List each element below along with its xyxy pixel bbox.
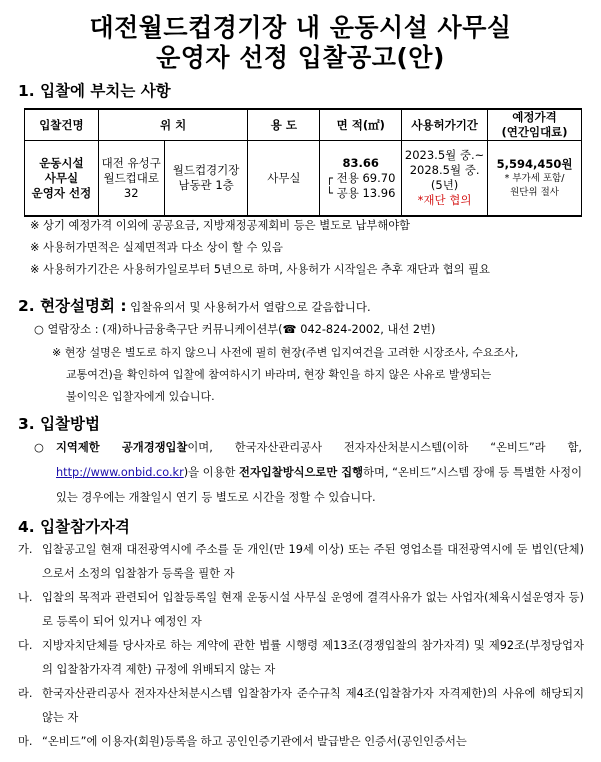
cell-area-total: 83.66: [342, 155, 379, 170]
onbid-link[interactable]: http://www.onbid.co.kr: [56, 466, 184, 479]
section2-heading-bold: 2. 현장설명회 :: [18, 297, 127, 315]
section3-text1: 이며, 한국자산관리공사 전자자산처분시스템(이하 “온비드”라 함,: [187, 441, 582, 454]
cell-name-line2: 사무실: [44, 170, 79, 185]
header-location: 위 치: [98, 109, 248, 141]
list-item: [18, 634, 584, 682]
section3-text2: )을 이용한: [183, 466, 240, 479]
section1-note-1: ※ 상기 예정가격 이외에 공공요금, 지방재정공제회비 등은 별도로 납부해야함: [30, 219, 411, 232]
list-item-text: 입찰공고일 현재 대전광역시에 주소를 둔 개인(만 19세 이상) 또는 주된 영업소를 대전광역시에 둔 법인(단체)으로서 소정의 입찰참가 등록을 필한 자: [42, 543, 584, 580]
cell-address-line1: 대전 유성구: [101, 155, 161, 170]
header-area: 면 적(㎡): [320, 109, 402, 141]
list-item-mark: 나.: [18, 591, 33, 604]
header-name: 입찰건명: [25, 109, 99, 141]
section3-bullet: ○: [34, 441, 44, 454]
cell-period-note: *재단 협의: [417, 193, 472, 207]
list-item-text: “온비드”에 이용자(회원)등록을 하고 공인인증기관에서 발급받은 인증서(공인인증서는: [42, 735, 467, 748]
section3-paragraph: [34, 435, 582, 510]
document-title-line1: 대전월드컵경기장 내 운동시설 사무실: [89, 13, 512, 42]
section2-heading: [18, 294, 598, 316]
cell-area-common: └ 공용 13.96: [326, 185, 396, 200]
cell-building: [164, 141, 248, 217]
list-item-text: 입찰의 목적과 관련되어 입찰등록일 현재 운동시설 사무실 운영에 결격사유가 없는 사업자(체육시설운영자 등)로 등록이 되어 있거나 예정인 자: [42, 591, 584, 628]
list-item-text: 한국자산관리공사 전자자산처분시스템 입찰참가자 준수규칙 제4조(입찰참가자 자격제한)의 사유에 해당되지 않는 자: [42, 687, 585, 724]
section1-note-3: ※ 사용허가기간은 사용허가일로부터 5년으로 하며, 사용허가 시작일은 추후 재단과 협의 필요: [30, 263, 490, 276]
table-header-row: [25, 109, 582, 141]
section3-heading: 3. 입찰방법: [18, 415, 100, 433]
list-item-mark: 라.: [18, 687, 33, 700]
header-period: 사용허가기간: [402, 109, 488, 141]
cell-address: [98, 141, 164, 217]
cell-name-line3: 운영자 선정: [31, 185, 92, 200]
section1-note-2: ※ 사용허가면적은 실제면적과 다소 상이 할 수 있음: [30, 241, 283, 254]
section1-heading: 1. 입찰에 부치는 사항: [18, 82, 171, 100]
cell-period-line1: 2023.5월 중.~: [404, 148, 485, 162]
header-price: [488, 109, 582, 141]
section3-text3: 하며, “온비드”시스템 장애 등 특별한 사정이 있는 경우에는 개찰일시 연기 등 별도로 시간을 정할 수 있습니다.: [56, 466, 582, 504]
section4-heading: 4. 입찰참가자격: [18, 518, 130, 536]
header-price-line1: 예정가격: [512, 110, 557, 124]
cell-address-line2: 월드컵대로: [103, 170, 160, 185]
cell-building-line1: 월드컵경기장: [172, 163, 240, 177]
cell-period-line3: (5년): [430, 178, 459, 192]
section2-venue: ○ 열람장소 : (재)하나금융축구단 커뮤니케이션부(☎ 042-824-2002, 내선 2번): [34, 323, 436, 336]
cell-price-note2: 원단위 절사: [510, 186, 559, 198]
cell-building-line2: 남동관 1층: [178, 178, 234, 192]
list-item-mark: 마.: [18, 735, 33, 748]
section3-bold-method: 지역제한 공개경쟁입찰: [56, 441, 188, 454]
cell-price-note1: * 부가세 포함/: [504, 172, 565, 184]
header-usage: 용 도: [248, 109, 320, 141]
cell-price: [488, 141, 582, 217]
document-title-line2: 운영자 선정 입찰공고(안): [156, 43, 445, 72]
cell-area-exclusive: ┌ 전용 69.70: [326, 170, 396, 185]
list-item: [18, 730, 584, 754]
cell-period: [402, 141, 488, 217]
section2-heading-rest: 입찰유의서 및 사용허가서 열람으로 갈음합니다.: [126, 300, 371, 314]
list-item-mark: 다.: [18, 639, 33, 652]
section2-note-line2: 교통여건)을 확인하여 입찰에 참여하시기 바라며, 현장 확인을 하지 않은 사유로 발생되는: [66, 368, 492, 381]
list-item: [18, 682, 584, 730]
section3-bold-electronic: 전자입찰방식으로만 집행: [239, 466, 364, 479]
cell-area: [320, 141, 402, 217]
cell-usage: 사무실: [248, 141, 320, 217]
cell-name-line1: 운동시설: [39, 155, 84, 170]
list-item: [18, 586, 584, 634]
table-row: [25, 141, 582, 217]
cell-address-line3: 32: [123, 185, 139, 200]
cell-price-value: 5,594,450원: [496, 156, 573, 171]
section2-note-line1: ※ 현장 설명은 별도로 하지 않으니 사전에 필히 현장(주변 입지여건을 고려한 시장조사, 수요조사,: [52, 346, 519, 359]
list-item-text: 지방자치단체를 당사자로 하는 계약에 관한 법률 시행령 제13조(경쟁입찰의 참가자격) 및 제92조(부정당업자의 입찰참가자격 제한) 규정에 위배되지 않는 자: [42, 639, 584, 676]
list-item: [18, 538, 584, 586]
cell-period-line2: 2028.5월 중.: [409, 163, 480, 177]
section2-note: [52, 342, 582, 408]
header-price-line2: (연간임대료): [501, 125, 568, 139]
section2-note-line3: 불이익은 입찰자에게 있습니다.: [66, 390, 215, 403]
bid-items-table: [24, 108, 582, 217]
list-item-mark: 가.: [18, 543, 33, 556]
cell-name: [25, 141, 99, 217]
